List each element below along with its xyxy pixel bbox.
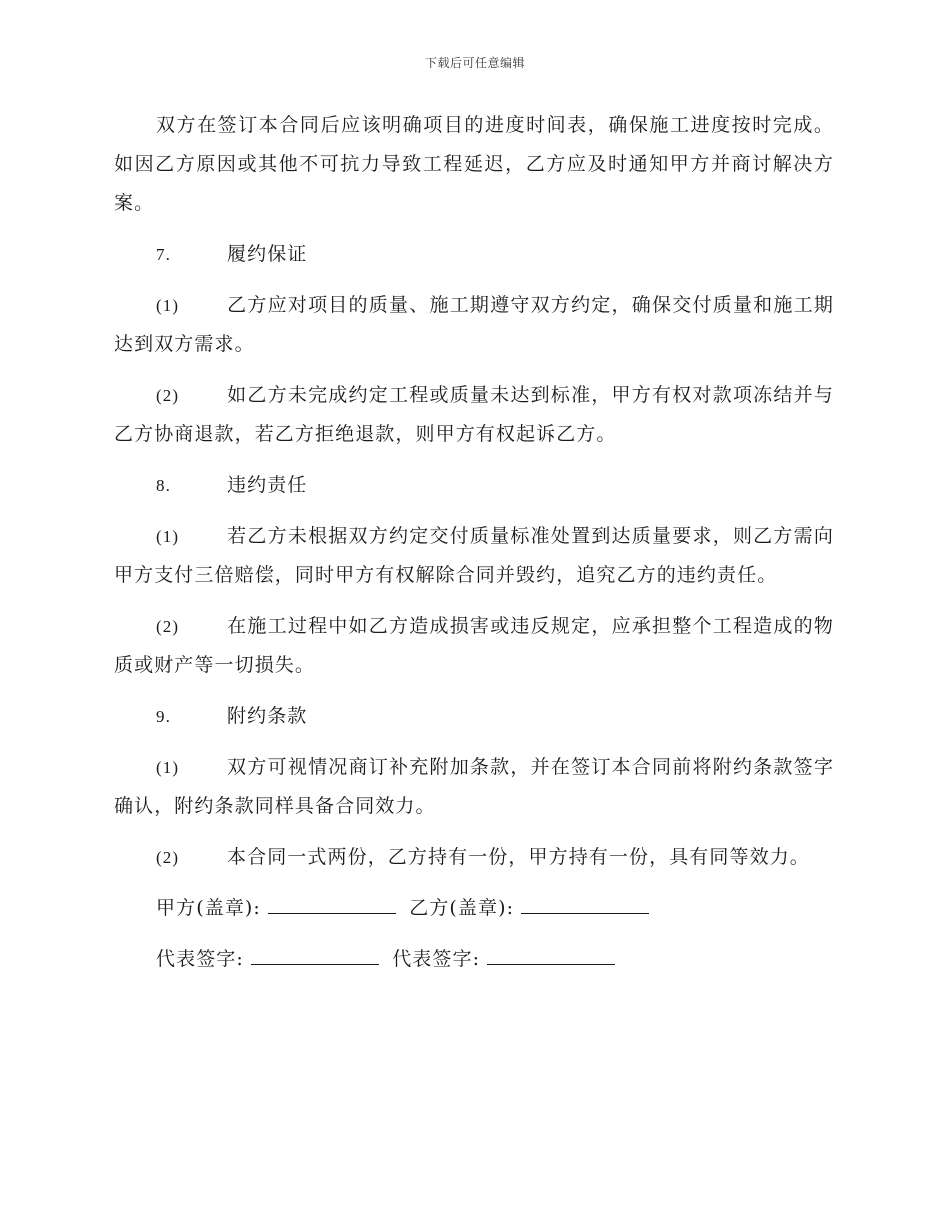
clause-text: 乙方应对项目的质量、施工期遵守双方约定，确保交付质量和施工期达到双方需求。 (114, 294, 834, 355)
section-number: 7. (156, 245, 171, 264)
clause-number: (1) (156, 296, 180, 315)
section-number: 9. (156, 707, 171, 726)
clause-9-1 (114, 748, 834, 826)
clause-number: (1) (156, 527, 180, 546)
party-a-seal-label: 甲方(盖章): (156, 897, 261, 919)
clause-number: (2) (156, 848, 180, 867)
clause-7-2 (114, 376, 834, 454)
signature-row (114, 940, 834, 979)
clause-text: 若乙方未根据双方约定交付质量标准处置到达质量要求，则乙方需向甲方支付三倍赔偿，同时甲方有权解除合同并毁约，追究乙方的违约责任。 (114, 525, 834, 586)
party-b-seal-label: 乙方(盖章): (409, 897, 515, 919)
clause-number: (1) (156, 758, 180, 777)
page-header: 下载后可任意编辑 (424, 56, 525, 70)
seal-row (114, 889, 834, 928)
section-number: 8. (156, 476, 171, 495)
document-body (114, 106, 834, 991)
section-heading-9 (114, 697, 834, 736)
rep-a-sign-blank (251, 942, 379, 965)
section-title: 附约条款 (227, 705, 308, 727)
clause-8-2 (114, 607, 834, 685)
section-heading-7 (114, 235, 834, 274)
section-heading-8 (114, 466, 834, 505)
intro-paragraph: 双方在签订本合同后应该明确项目的进度时间表，确保施工进度按时完成。如因乙方原因或其他不可抗力导致工程延迟，乙方应及时通知甲方并商讨解决方案。 (114, 114, 834, 214)
rep-b-sign-label: 代表签字: (392, 948, 481, 970)
section-title: 违约责任 (227, 474, 308, 496)
rep-a-sign-label: 代表签字: (156, 948, 244, 970)
clause-text: 本合同一式两份，乙方持有一份，甲方持有一份，具有同等效力。 (227, 846, 810, 868)
clause-7-1 (114, 286, 834, 364)
clause-text: 在施工过程中如乙方造成损害或违反规定，应承担整个工程造成的物质或财产等一切损失。 (114, 615, 834, 676)
party-a-seal-blank (268, 891, 396, 914)
section-title: 履约保证 (227, 243, 308, 265)
clause-number: (2) (156, 386, 180, 405)
rep-b-sign-blank (487, 942, 615, 965)
clause-8-1 (114, 517, 834, 595)
party-b-seal-blank (521, 891, 649, 914)
clause-number: (2) (156, 617, 180, 636)
clause-text: 双方可视情况商订补充附加条款，并在签订本合同前将附约条款签字确认，附约条款同样具备合同效力。 (114, 756, 834, 817)
clause-9-2 (114, 838, 834, 877)
clause-text: 如乙方未完成约定工程或质量未达到标准，甲方有权对款项冻结并与乙方协商退款，若乙方拒绝退款，则甲方有权起诉乙方。 (114, 384, 834, 445)
